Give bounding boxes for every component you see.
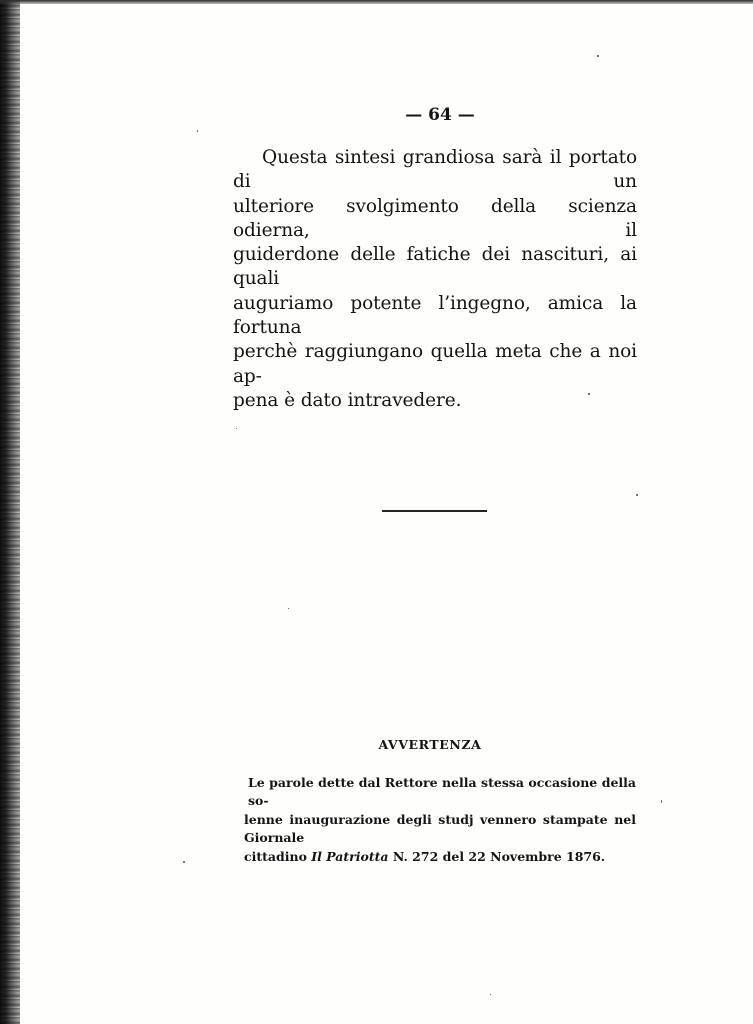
notice-line: lenne inaugurazione degli studj vennero stampate nel Giornale	[244, 811, 636, 846]
scan-speck	[236, 428, 237, 429]
scan-speck	[661, 800, 662, 803]
scanned-top-edge	[0, 0, 753, 4]
scan-speck	[588, 393, 590, 395]
notice-line-prefix: cittadino	[244, 848, 312, 864]
scan-speck	[490, 994, 491, 995]
scanned-binding-edge	[0, 0, 20, 1024]
notice-heading: AVVERTENZA	[378, 737, 482, 752]
paragraph-line: perchè raggiungano quella meta che a noi ap-	[233, 341, 637, 387]
scan-speck	[636, 494, 638, 496]
paragraph-line: pena è dato intravedere.	[233, 389, 462, 411]
newspaper-title: Il Patriotta	[311, 848, 389, 864]
notice-line	[244, 848, 636, 866]
notice-line: Le parole dette dal Rettore nella stessa occasione della so-	[248, 775, 636, 809]
paragraph-line: guiderdone delle fatiche dei nascituri, ai quali	[233, 244, 637, 290]
paragraph-line: auguriamo potente l’ingegno, amica la fortuna	[233, 292, 637, 339]
scan-speck	[288, 608, 289, 609]
scan-speck	[597, 55, 599, 57]
notice-paragraph	[244, 774, 636, 866]
scan-speck	[183, 861, 185, 863]
notice-line-suffix: N. 272 del 22 Novembre 1876.	[388, 848, 606, 864]
main-paragraph	[233, 146, 637, 413]
paragraph-line: Questa sintesi grandiosa sarà il portato di un	[233, 147, 637, 193]
section-divider-rule	[382, 510, 487, 512]
paragraph-line: ulteriore svolgimento della scienza odierna, il	[233, 195, 637, 241]
scan-speck	[197, 130, 198, 132]
page-number: — 64 —	[405, 105, 475, 125]
